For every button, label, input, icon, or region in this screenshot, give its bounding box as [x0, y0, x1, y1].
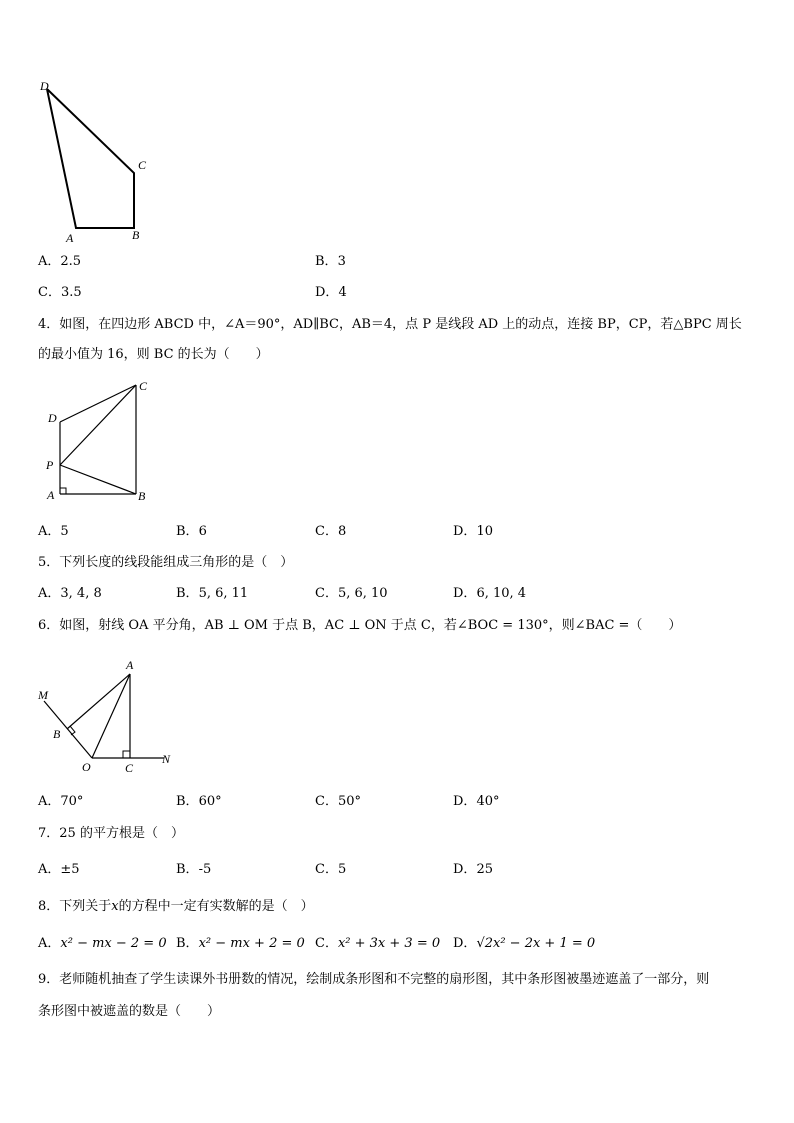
q6-option-d[interactable]: D．40°: [453, 794, 500, 809]
q4-option-d[interactable]: D．10: [453, 524, 493, 539]
q7-option-d[interactable]: D．25: [453, 862, 493, 877]
q4-label-d: D: [48, 411, 57, 425]
q7-stem: 7．25 的平方根是（ ）: [38, 826, 184, 841]
q4-label-c: C: [139, 379, 148, 393]
q7-option-a[interactable]: A．±5: [38, 862, 80, 877]
q3-label-b: B: [132, 228, 140, 242]
q6-label-c: C: [125, 761, 134, 775]
q3-quadrilateral-figure: [30, 75, 160, 245]
q6-label-m: M: [38, 688, 48, 702]
q6-label-o: O: [82, 760, 91, 774]
q3-option-b[interactable]: B．3: [315, 254, 346, 269]
q4-option-b[interactable]: B．6: [176, 524, 207, 539]
q3-label-d: D: [40, 79, 49, 93]
q3-option-c[interactable]: C．3.5: [38, 285, 82, 300]
q4-option-a[interactable]: A．5: [38, 524, 69, 539]
q9-stem-line2: 条形图中被遮盖的数是（ ）: [38, 1004, 221, 1019]
q3-label-c: C: [138, 158, 147, 172]
q3-option-d[interactable]: D．4: [315, 285, 347, 300]
q4-label-p: P: [46, 458, 54, 472]
q8-stem: 8．下列关于x的方程中一定有实数解的是（ ）: [38, 899, 314, 914]
q4-label-b: B: [138, 489, 146, 503]
q8-option-c[interactable]: C．x² + 3x + 3 = 0: [315, 936, 441, 951]
q8-option-b[interactable]: B．x² − mx + 2 = 0: [176, 936, 305, 951]
q6-label-n: N: [162, 752, 171, 766]
q5-option-a[interactable]: A．3, 4, 8: [38, 586, 102, 601]
q5-option-c[interactable]: C．5, 6, 10: [315, 586, 388, 601]
q4-stem-line1: 4．如图，在四边形 ABCD 中，∠A＝90°，AD∥BC，AB＝4，点 P 是线段 AD 上的动点，连接 BP，CP，若△BPC 周长: [38, 317, 742, 332]
q5-option-b[interactable]: B．5, 6, 11: [176, 586, 249, 601]
q6-angle-bisector-figure: [34, 655, 184, 780]
q6-option-b[interactable]: B．60°: [176, 794, 222, 809]
q6-option-a[interactable]: A．70°: [38, 794, 84, 809]
q7-option-b[interactable]: B．-5: [176, 862, 212, 877]
q6-stem: 6．如图，射线 OA 平分角，AB ⊥ OM 于点 B，AC ⊥ ON 于点 C，若∠BOC = 130°，则∠BAC =（ ）: [38, 618, 682, 633]
q8-variable-x: x: [111, 899, 119, 914]
q4-label-a: A: [47, 488, 55, 502]
q6-option-c[interactable]: C．50°: [315, 794, 361, 809]
q8-option-a[interactable]: A．x² − mx − 2 = 0: [38, 936, 167, 951]
q4-stem-line2: 的最小值为 16，则 BC 的长为（ ）: [38, 347, 269, 362]
q4-quadrilateral-figure: [40, 375, 160, 505]
q6-label-a: A: [126, 658, 134, 672]
q5-stem: 5．下列长度的线段能组成三角形的是（ ）: [38, 555, 294, 570]
q4-option-c[interactable]: C．8: [315, 524, 347, 539]
q3-option-a[interactable]: A．2.5: [38, 254, 82, 269]
q5-option-d[interactable]: D．6, 10, 4: [453, 586, 527, 601]
q9-stem-line1: 9．老师随机抽查了学生读课外书册数的情况，绘制成条形图和不完整的扇形图，其中条形图被墨迹遮盖了一部分，则: [38, 972, 710, 987]
q8-option-d[interactable]: D．√2x² − 2x + 1 = 0: [453, 936, 596, 951]
q6-label-b: B: [53, 727, 61, 741]
q3-label-a: A: [66, 231, 74, 245]
q7-option-c[interactable]: C．5: [315, 862, 347, 877]
